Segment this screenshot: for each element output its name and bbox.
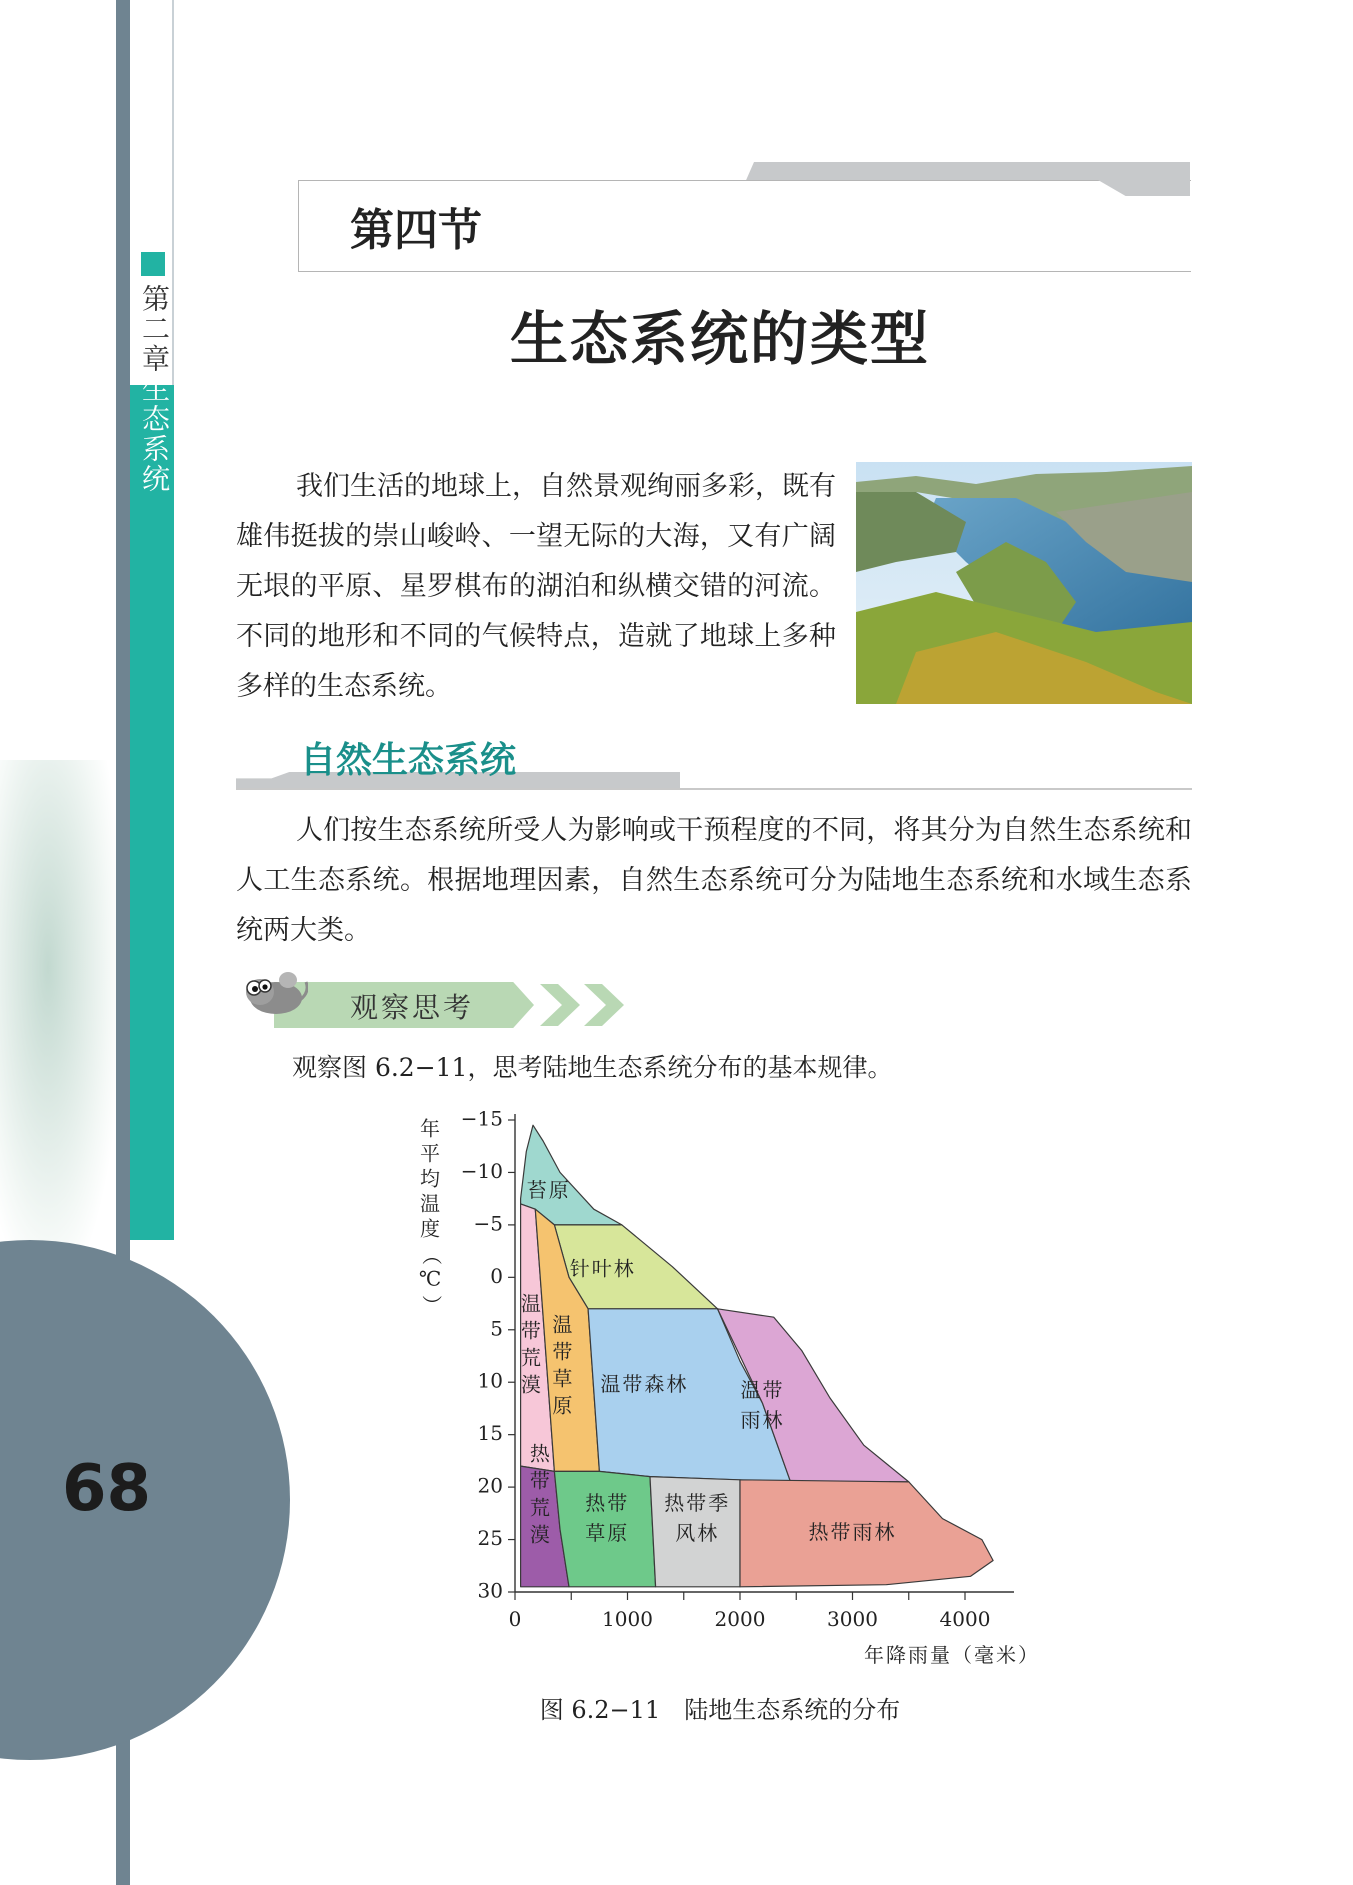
y-axis-label: 年 <box>420 1116 440 1141</box>
x-tick-label: 2000 <box>714 1607 766 1631</box>
subsection-paragraph <box>236 806 1192 956</box>
region-label: 雨林 <box>740 1407 785 1432</box>
landscape-photo <box>856 462 1192 704</box>
region-label: 风林 <box>675 1521 720 1546</box>
region-label: 原 <box>552 1393 575 1418</box>
x-tick-label: 1000 <box>602 1607 653 1631</box>
y-tick-label: 20 <box>477 1473 503 1498</box>
chapter-marker <box>141 252 165 276</box>
section-label: 第四节 <box>350 205 482 256</box>
region-label: 带 <box>520 1318 543 1343</box>
region-label: 草原 <box>585 1521 630 1546</box>
intro-paragraph <box>236 462 836 712</box>
y-tick-label: −15 <box>460 1106 503 1131</box>
region-label: 带 <box>552 1339 575 1364</box>
region-label: 温带森林 <box>600 1371 689 1396</box>
ecosystem-distribution-chart <box>400 1100 1040 1720</box>
region-label: 热带雨林 <box>808 1519 897 1544</box>
y-axis-label: 温 <box>420 1191 440 1216</box>
y-axis-label: 度 <box>420 1216 440 1241</box>
chapter-label <box>138 284 170 494</box>
y-tick-label: 10 <box>477 1368 503 1393</box>
region-label: 荒 <box>529 1495 552 1520</box>
y-tick-label: 30 <box>477 1578 503 1603</box>
region-label: 苔原 <box>526 1177 571 1202</box>
region-label: 漠 <box>529 1522 552 1547</box>
region-label: 草 <box>552 1366 575 1391</box>
chapter-name: 生态系统 <box>138 374 171 494</box>
observe-label: 观察思考 <box>350 991 475 1024</box>
subsection-rule <box>236 788 1192 790</box>
intro-text: 我们生活的地球上，自然景观绚丽多彩，既有雄伟挺拔的崇山峻岭、一望无际的大海，又有广阔无垠的平原、星罗棋布的湖泊和纵横交错的河流。不同的地形和不同的气候特点，造就了地球上多种多样的生态系统。 <box>236 471 836 702</box>
y-tick-label: 25 <box>477 1526 503 1551</box>
region-label: 温 <box>520 1291 543 1316</box>
region-label: 温带 <box>740 1377 785 1402</box>
x-tick-label: 0 <box>508 1607 522 1631</box>
chevron-right-icon <box>584 984 624 1026</box>
observe-text: 观察图 6.2−11，思考陆地生态系统分布的基本规律。 <box>292 1053 893 1082</box>
page-title: 生态系统的类型 <box>509 305 930 373</box>
x-axis-label: 年降雨量（毫米） <box>864 1643 1040 1667</box>
chapter-number: 第二章 <box>138 284 171 374</box>
mouse-mascot-icon <box>238 962 308 1022</box>
figure-caption: 图 6.2−11 陆地生态系统的分布 <box>539 1696 901 1724</box>
y-axis-label: ） <box>419 1295 444 1315</box>
y-axis-label: （ <box>419 1245 444 1265</box>
y-tick-label: −10 <box>460 1158 503 1183</box>
y-tick-label: 5 <box>490 1316 503 1341</box>
x-tick-label: 4000 <box>939 1607 991 1631</box>
y-axis-label: ℃ <box>418 1266 442 1291</box>
region-label: 热 <box>529 1441 552 1466</box>
chevron-right-icon <box>540 984 580 1026</box>
x-tick-label: 3000 <box>827 1607 878 1631</box>
subsection-title: 自然生态系统 <box>300 740 517 781</box>
region-label: 热带 <box>585 1491 630 1516</box>
y-tick-label: 15 <box>477 1421 503 1446</box>
background-leaf-wash <box>0 760 120 1280</box>
y-axis-label: 均 <box>420 1166 440 1191</box>
region-label: 带 <box>529 1468 552 1493</box>
region-label: 针叶林 <box>569 1256 636 1281</box>
subsection-text: 人们按生态系统所受人为影响或干预程度的不同，将其分为自然生态系统和人工生态系统。根据地理因素，自然生态系统可分为陆地生态系统和水域生态系统两大类。 <box>236 815 1192 946</box>
region-label: 漠 <box>520 1372 543 1397</box>
y-tick-label: 0 <box>490 1263 503 1288</box>
region-label: 荒 <box>520 1345 543 1370</box>
y-tick-label: −5 <box>473 1211 503 1236</box>
region-label: 热带季 <box>664 1491 731 1516</box>
region-label: 温 <box>552 1312 575 1337</box>
page-number: 68 <box>62 1452 152 1526</box>
y-axis-label: 平 <box>420 1141 440 1166</box>
